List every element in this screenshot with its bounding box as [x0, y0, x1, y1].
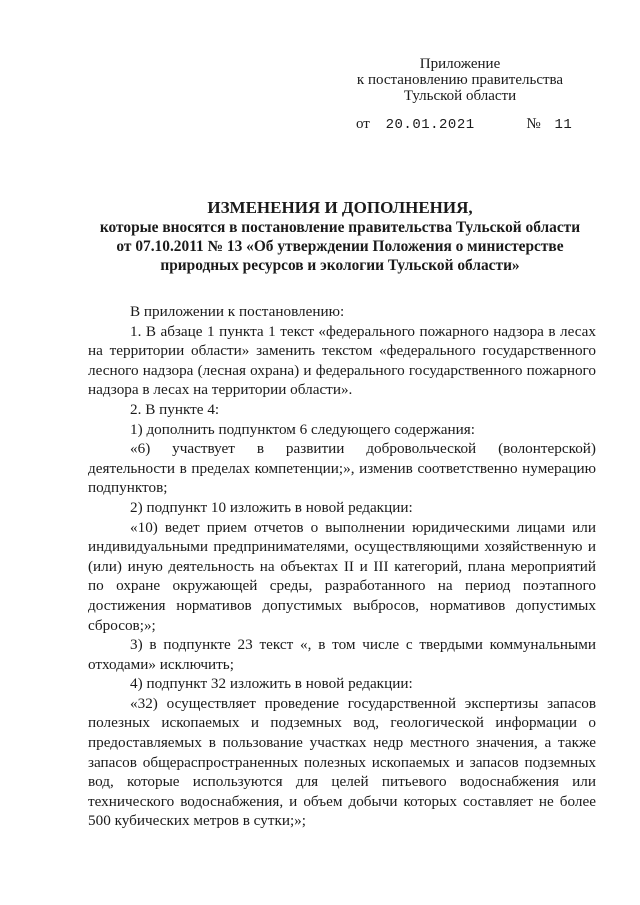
- document-date: 20.01.2021: [385, 117, 475, 133]
- subtitle-line-2: от 07.10.2011 № 13 «Об утверждении Положения о министерстве: [116, 238, 564, 255]
- body-paragraph: 4) подпункт 32 изложить в новой редакции:: [130, 675, 413, 693]
- date-prefix: от: [356, 116, 370, 132]
- body-paragraph: 2) подпункт 10 изложить в новой редакции:: [130, 498, 413, 516]
- number-label: №: [526, 116, 541, 132]
- body-paragraph: 2. В пункте 4:: [130, 400, 220, 418]
- body-paragraph: В приложении к постановлению:: [130, 303, 345, 320]
- document-body: [88, 302, 596, 831]
- body-paragraph: «32) осуществляет проведение государственной экспертизы запасов полезных ископаемых и подземных вод, геологической информации о предоставляемых в пользование участках недр местного значения, а также запасов общераспространенных полезных ископаемых и запасов подземных вод, которые используются для целей питьевого водоснабжения или технического водоснабжения, и объем добычи которых составляет не более 500 кубических метров в сутки;»;: [88, 694, 596, 830]
- body-paragraph: 1. В абзаце 1 пункта 1 текст «федерального пожарного надзора в лесах на территории области» заменить текстом «федерального государственного лесного надзора (лесная охрана) и федерального государственного пожарного надзора в лесах на территории области».: [88, 322, 596, 399]
- document-title: ИЗМЕНЕНИЯ И ДОПОЛНЕНИЯ,: [207, 198, 473, 217]
- annex-header: [340, 56, 580, 104]
- date-number-line: [356, 116, 572, 133]
- subtitle-line-3: природных ресурсов и экологии Тульской области»: [160, 257, 520, 274]
- body-paragraph: 1) дополнить подпунктом 6 следующего содержания:: [130, 420, 475, 438]
- body-paragraph: «10) ведет прием отчетов о выполнении юридическими лицами или индивидуальными предпринимателями, осуществляющими хозяйственную и (или) иную деятельность на объектах II и III категорий, плана мероприятий по охране окружающей среды, разработанного на период поэтапного достижения нормативов допустимых выбросов, нормативов допустимых сбросов;»;: [88, 518, 596, 634]
- annex-line-3: Тульской области: [403, 88, 517, 104]
- subtitle-line-1: которые вносятся в постановление правительства Тульской области: [99, 219, 581, 236]
- body-paragraph: «6) участвует в развитии добровольческой (волонтерской) деятельности в пределах компетенции;», изменив соответственно нумерацию подпунктов;: [88, 440, 596, 497]
- document-subtitle: [80, 218, 600, 275]
- annex-line-2: к постановлению правительства: [356, 72, 564, 88]
- body-paragraph: 3) в подпункте 23 текст «, в том числе с твердыми коммунальными отходами» исключить;: [88, 636, 596, 673]
- annex-line-1: Приложение: [419, 56, 501, 72]
- document-number: 11: [554, 117, 573, 133]
